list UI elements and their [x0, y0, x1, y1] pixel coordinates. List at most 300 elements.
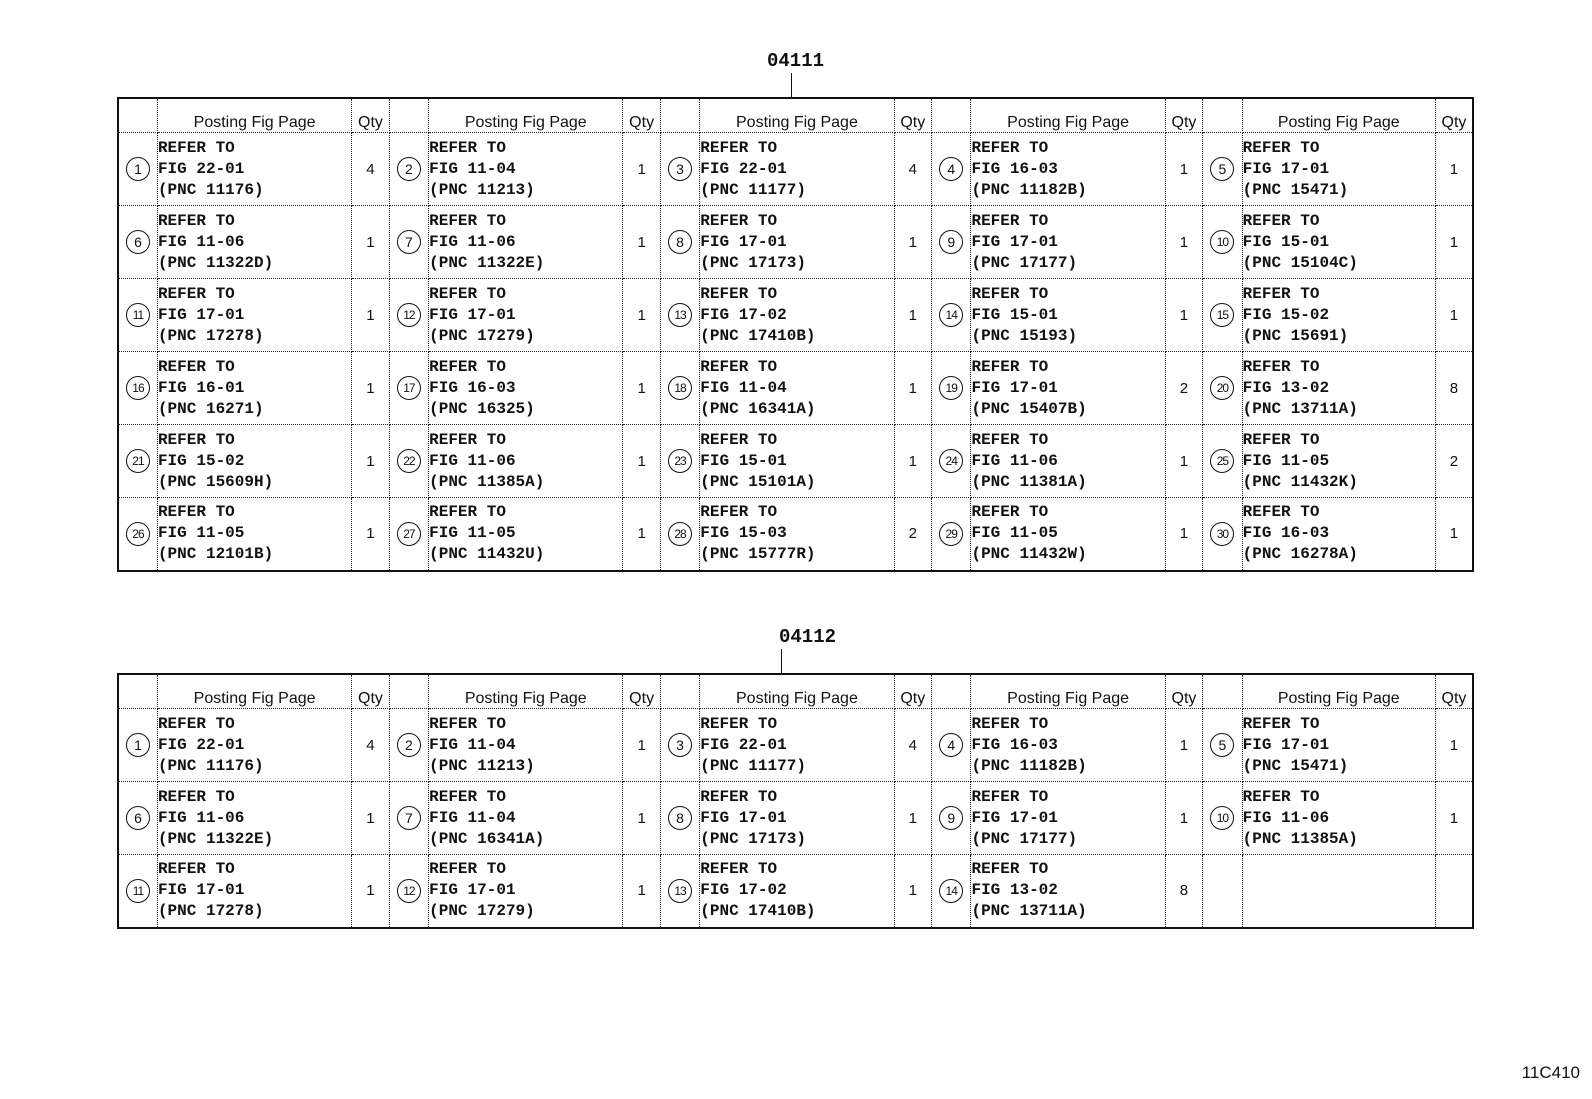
item-number-circle: 4 [939, 157, 963, 181]
refer-to-text: REFER TO [700, 714, 778, 733]
item-number-cell [118, 855, 157, 928]
fig-reference: FIG 15-02 [157, 451, 245, 470]
refer-to-text: REFER TO [157, 430, 235, 449]
table-row [118, 782, 1473, 855]
item-qty: 1 [352, 206, 389, 279]
item-qty: 1 [1435, 782, 1473, 855]
header-index-cell [118, 674, 157, 709]
fig-reference: FIG 15-01 [700, 451, 787, 470]
reference-cell [700, 206, 894, 279]
item-number-cell [1203, 498, 1242, 571]
fig-reference: FIG 22-01 [157, 159, 245, 178]
reference-cell [429, 352, 623, 425]
fig-reference: FIG 17-02 [700, 881, 787, 900]
reference-cell [429, 279, 623, 352]
table-row [118, 206, 1473, 279]
reference-cell [157, 782, 351, 855]
pnc-reference: (PNC 11213) [429, 756, 535, 775]
item-number-circle: 26 [126, 522, 150, 546]
item-number-circle: 12 [397, 879, 421, 903]
fig-reference: FIG 11-05 [971, 524, 1058, 543]
item-qty: 1 [623, 133, 660, 206]
item-number-circle: 1 [126, 733, 150, 757]
table-row [118, 352, 1473, 425]
item-qty: 1 [1165, 133, 1202, 206]
fig-reference: FIG 11-04 [429, 808, 516, 827]
pnc-reference: (PNC 11177) [700, 180, 806, 199]
reference-cell [700, 133, 894, 206]
fig-reference: FIG 15-03 [700, 524, 787, 543]
header-qty: Qty [352, 674, 389, 709]
refer-to-text: REFER TO [700, 284, 778, 303]
item-number-circle: 8 [668, 230, 692, 254]
item-number-circle: 13 [668, 879, 692, 903]
item-qty: 1 [894, 279, 931, 352]
fig-reference: FIG 11-05 [157, 524, 245, 543]
item-qty: 1 [1165, 782, 1202, 855]
item-qty: 1 [894, 855, 931, 928]
item-number-cell [660, 133, 699, 206]
refer-to-text: REFER TO [157, 138, 235, 157]
pnc-reference: (PNC 15777R) [700, 545, 816, 564]
table-header [118, 98, 1473, 133]
pnc-reference: (PNC 15193) [971, 326, 1078, 345]
item-number-circle: 11 [126, 879, 150, 903]
item-number-cell [389, 782, 428, 855]
table-row [118, 855, 1473, 928]
item-number-circle: 3 [668, 157, 692, 181]
header-index-cell [932, 98, 971, 133]
item-qty: 1 [352, 352, 389, 425]
item-number-cell [1203, 133, 1242, 206]
refer-to-text: REFER TO [429, 860, 506, 879]
item-number-circle: 19 [939, 376, 963, 400]
item-qty: 1 [623, 498, 660, 571]
pnc-reference: (PNC 11385A) [1242, 829, 1358, 848]
sheet-code: 11C410 [1521, 1063, 1580, 1082]
item-qty: 1 [894, 206, 931, 279]
item-number-cell [932, 709, 971, 782]
item-number-circle: 20 [1210, 376, 1234, 400]
refer-to-text: REFER TO [1242, 211, 1320, 230]
item-number-circle: 14 [939, 303, 963, 327]
fig-reference: FIG 11-06 [971, 451, 1058, 470]
refer-to-text: REFER TO [971, 430, 1049, 449]
item-number-cell [118, 425, 157, 498]
item-number-circle: 8 [668, 806, 692, 830]
reference-cell [1242, 425, 1435, 498]
header-posting-fig-page: Posting Fig Page [971, 674, 1165, 709]
header-posting-fig-page: Posting Fig Page [1242, 674, 1435, 709]
item-number-cell [389, 855, 428, 928]
pnc-reference: (PNC 17173) [700, 253, 806, 272]
item-number-cell [1203, 782, 1242, 855]
fig-reference: FIG 16-03 [971, 735, 1058, 754]
item-qty: 1 [1165, 279, 1202, 352]
reference-cell [700, 425, 894, 498]
item-number-circle: 2 [397, 733, 421, 757]
item-number-circle: 16 [126, 376, 150, 400]
pnc-reference: (PNC 13711A) [971, 902, 1087, 921]
reference-cell [157, 133, 351, 206]
fig-reference: FIG 11-06 [429, 232, 516, 251]
fig-reference: FIG 16-01 [157, 378, 245, 397]
table-body [118, 709, 1473, 928]
item-number-cell [389, 279, 428, 352]
item-number-cell [932, 206, 971, 279]
item-number-circle: 14 [939, 879, 963, 903]
pnc-reference: (PNC 11177) [700, 756, 806, 775]
refer-to-text: REFER TO [700, 357, 778, 376]
reference-cell [700, 782, 894, 855]
item-number-cell [932, 498, 971, 571]
item-number-circle: 6 [126, 806, 150, 830]
item-number-circle: 1 [126, 157, 150, 181]
item-number-cell [389, 206, 428, 279]
item-number-cell [118, 498, 157, 571]
item-number-circle: 22 [397, 449, 421, 473]
item-number-circle: 25 [1210, 449, 1234, 473]
item-number-circle: 23 [668, 449, 692, 473]
pnc-reference: (PNC 11322E) [157, 829, 274, 848]
pnc-reference: (PNC 17279) [429, 902, 535, 921]
item-qty: 4 [352, 133, 389, 206]
fig-reference: FIG 22-01 [700, 735, 787, 754]
item-number-cell [1203, 279, 1242, 352]
item-number-circle: 4 [939, 733, 963, 757]
item-number-circle: 9 [939, 806, 963, 830]
fig-reference: FIG 17-01 [1242, 735, 1330, 754]
item-qty: 4 [352, 709, 389, 782]
table-header [118, 674, 1473, 709]
fig-reference: FIG 17-01 [700, 232, 787, 251]
header-index-cell [118, 98, 157, 133]
reference-cell [1242, 133, 1435, 206]
fig-reference: FIG 17-01 [700, 808, 787, 827]
item-number-circle: 10 [1210, 230, 1234, 254]
header-index-cell [389, 98, 428, 133]
reference-cell [1242, 855, 1435, 928]
pnc-reference: (PNC 11432K) [1242, 472, 1358, 491]
pnc-reference: (PNC 17278) [157, 902, 264, 921]
table-row [118, 279, 1473, 352]
item-number-cell [1203, 709, 1242, 782]
fig-reference: FIG 13-02 [971, 881, 1058, 900]
header-index-cell [389, 674, 428, 709]
refer-to-text: REFER TO [157, 284, 235, 303]
item-number-circle: 18 [668, 376, 692, 400]
fig-reference: FIG 16-03 [971, 159, 1058, 178]
item-qty: 8 [1165, 855, 1202, 928]
refer-to-text: REFER TO [1242, 138, 1320, 157]
header-posting-fig-page: Posting Fig Page [157, 674, 351, 709]
header-posting-fig-page: Posting Fig Page [700, 674, 894, 709]
item-qty: 4 [894, 709, 931, 782]
fig-reference: FIG 15-02 [1242, 305, 1330, 324]
header-qty: Qty [894, 98, 931, 133]
item-number-circle: 15 [1210, 303, 1234, 327]
header-posting-fig-page: Posting Fig Page [429, 674, 623, 709]
header-index-cell [1203, 98, 1242, 133]
reference-cell [700, 855, 894, 928]
item-qty: 1 [623, 709, 660, 782]
item-qty: 4 [894, 133, 931, 206]
refer-to-text: REFER TO [1242, 430, 1320, 449]
reference-cell [971, 352, 1165, 425]
refer-to-text: REFER TO [700, 787, 778, 806]
reference-cell [971, 782, 1165, 855]
fig-reference: FIG 15-01 [1242, 232, 1330, 251]
reference-cell [429, 855, 623, 928]
pnc-reference: (PNC 15691) [1242, 326, 1349, 345]
pnc-reference: (PNC 11432W) [971, 545, 1087, 564]
item-number-circle: 2 [397, 157, 421, 181]
item-number-circle: 7 [397, 230, 421, 254]
reference-cell [429, 709, 623, 782]
refer-to-text: REFER TO [700, 430, 778, 449]
kit-table-04112 [117, 673, 1474, 929]
item-number-circle: 10 [1210, 806, 1234, 830]
item-number-circle: 27 [397, 522, 421, 546]
pnc-reference: (PNC 16341A) [700, 399, 816, 418]
pnc-reference: (PNC 16271) [157, 399, 264, 418]
reference-cell [1242, 206, 1435, 279]
item-number-circle: 7 [397, 806, 421, 830]
reference-cell [157, 206, 351, 279]
header-qty: Qty [894, 674, 931, 709]
fig-reference: FIG 22-01 [157, 735, 245, 754]
reference-cell [1242, 498, 1435, 571]
item-number-cell [118, 133, 157, 206]
reference-cell [1242, 352, 1435, 425]
item-number-cell [660, 782, 699, 855]
pnc-reference: (PNC 15471) [1242, 180, 1349, 199]
item-number-cell [932, 279, 971, 352]
refer-to-text: REFER TO [429, 138, 506, 157]
fig-reference: FIG 17-02 [700, 305, 787, 324]
header-qty: Qty [623, 98, 660, 133]
pnc-reference: (PNC 17173) [700, 829, 806, 848]
reference-cell [700, 709, 894, 782]
item-qty: 1 [352, 782, 389, 855]
item-qty: 1 [623, 425, 660, 498]
pnc-reference: (PNC 17410B) [700, 902, 816, 921]
header-index-cell [932, 674, 971, 709]
item-number-circle: 5 [1210, 157, 1234, 181]
item-number-cell [389, 709, 428, 782]
table-row [118, 133, 1473, 206]
item-number-cell [932, 425, 971, 498]
item-number-circle: 12 [397, 303, 421, 327]
item-number-circle: 21 [126, 449, 150, 473]
item-number-cell [1203, 206, 1242, 279]
pnc-reference: (PNC 11182B) [971, 180, 1087, 199]
header-qty: Qty [1165, 674, 1202, 709]
header-posting-fig-page: Posting Fig Page [700, 98, 894, 133]
item-number-cell [660, 855, 699, 928]
item-number-cell [389, 352, 428, 425]
reference-cell [700, 279, 894, 352]
fig-reference: FIG 16-03 [429, 378, 516, 397]
item-number-cell [118, 352, 157, 425]
pnc-reference: (PNC 11381A) [971, 472, 1087, 491]
reference-cell [429, 133, 623, 206]
refer-to-text: REFER TO [429, 787, 506, 806]
item-qty: 1 [1435, 133, 1473, 206]
item-qty: 1 [623, 782, 660, 855]
item-number-cell [932, 133, 971, 206]
item-qty: 1 [1165, 498, 1202, 571]
item-number-cell [660, 206, 699, 279]
item-qty: 1 [623, 352, 660, 425]
item-qty: 2 [894, 498, 931, 571]
refer-to-text: REFER TO [157, 357, 235, 376]
pnc-reference: (PNC 17278) [157, 326, 264, 345]
pnc-reference: (PNC 11182B) [971, 756, 1087, 775]
fig-reference: FIG 17-01 [1242, 159, 1330, 178]
pnc-reference: (PNC 15101A) [700, 472, 816, 491]
reference-cell [971, 425, 1165, 498]
refer-to-text: REFER TO [700, 138, 778, 157]
fig-reference: FIG 11-06 [1242, 808, 1330, 827]
kit-04111 [117, 50, 1474, 570]
item-qty: 1 [623, 279, 660, 352]
refer-to-text: REFER TO [429, 357, 506, 376]
item-qty: 1 [894, 782, 931, 855]
header-index-cell [660, 674, 699, 709]
reference-cell [429, 206, 623, 279]
item-qty: 1 [352, 425, 389, 498]
refer-to-text: REFER TO [1242, 714, 1320, 733]
refer-to-text: REFER TO [429, 714, 506, 733]
reference-cell [157, 855, 351, 928]
fig-reference: FIG 11-05 [1242, 451, 1330, 470]
reference-cell [429, 498, 623, 571]
item-number-circle: 13 [668, 303, 692, 327]
item-number-circle: 3 [668, 733, 692, 757]
fig-reference: FIG 11-06 [157, 232, 245, 251]
item-qty: 1 [1435, 279, 1473, 352]
refer-to-text: REFER TO [157, 860, 235, 879]
header-qty: Qty [1165, 98, 1202, 133]
kit-code-04112: 04112 [778, 626, 836, 648]
fig-reference: FIG 17-01 [971, 378, 1058, 397]
item-qty: 1 [1165, 206, 1202, 279]
item-number-circle: 24 [939, 449, 963, 473]
pnc-reference: (PNC 15407B) [971, 399, 1087, 418]
fig-reference: FIG 15-01 [971, 305, 1058, 324]
header-qty: Qty [1435, 674, 1473, 709]
refer-to-text: REFER TO [429, 430, 506, 449]
kit-04112 [117, 626, 1474, 936]
header-index-cell [1203, 674, 1242, 709]
fig-reference: FIG 11-04 [429, 159, 516, 178]
reference-cell [1242, 709, 1435, 782]
pnc-reference: (PNC 15104C) [1242, 253, 1358, 272]
kit-code-04111: 04111 [766, 50, 824, 72]
refer-to-text: REFER TO [157, 503, 235, 522]
reference-cell [971, 709, 1165, 782]
refer-to-text: REFER TO [971, 211, 1049, 230]
item-number-cell [660, 352, 699, 425]
item-number-cell [118, 206, 157, 279]
refer-to-text: REFER TO [700, 503, 778, 522]
pnc-reference: (PNC 16341A) [429, 829, 545, 848]
fig-reference: FIG 17-01 [157, 305, 245, 324]
item-number-circle: 9 [939, 230, 963, 254]
fig-reference: FIG 11-04 [700, 378, 787, 397]
table-row [118, 498, 1473, 571]
item-number-cell [1203, 352, 1242, 425]
header-qty: Qty [623, 674, 660, 709]
header-posting-fig-page: Posting Fig Page [429, 98, 623, 133]
reference-cell [700, 352, 894, 425]
pnc-reference: (PNC 12101B) [157, 545, 274, 564]
refer-to-text: REFER TO [971, 284, 1049, 303]
header-posting-fig-page: Posting Fig Page [157, 98, 351, 133]
item-qty: 1 [1435, 498, 1473, 571]
fig-reference: FIG 22-01 [700, 159, 787, 178]
item-number-circle: 17 [397, 376, 421, 400]
item-qty: 1 [1435, 709, 1473, 782]
refer-to-text: REFER TO [1242, 503, 1320, 522]
reference-cell [1242, 279, 1435, 352]
item-number-circle: 6 [126, 230, 150, 254]
fig-reference: FIG 11-06 [157, 808, 245, 827]
refer-to-text: REFER TO [971, 357, 1049, 376]
reference-cell [700, 498, 894, 571]
fig-reference: FIG 17-01 [971, 808, 1058, 827]
pnc-reference: (PNC 11213) [429, 180, 535, 199]
item-qty: 1 [352, 855, 389, 928]
reference-cell [157, 709, 351, 782]
item-qty: 1 [894, 352, 931, 425]
item-number-cell [118, 279, 157, 352]
refer-to-text: REFER TO [157, 714, 235, 733]
header-index-cell [660, 98, 699, 133]
reference-cell [429, 425, 623, 498]
kit-leader-line [791, 73, 792, 97]
reference-cell [971, 498, 1165, 571]
table-body [118, 133, 1473, 571]
pnc-reference: (PNC 17177) [971, 829, 1078, 848]
refer-to-text: REFER TO [429, 211, 506, 230]
item-number-circle: 11 [126, 303, 150, 327]
refer-to-text: REFER TO [971, 787, 1049, 806]
pnc-reference: (PNC 16325) [429, 399, 535, 418]
item-qty: 2 [1435, 425, 1473, 498]
item-number-cell [118, 709, 157, 782]
reference-cell [971, 855, 1165, 928]
reference-cell [971, 279, 1165, 352]
reference-cell [157, 498, 351, 571]
item-number-cell [389, 498, 428, 571]
item-number-cell [932, 855, 971, 928]
table-row [118, 425, 1473, 498]
pnc-reference: (PNC 17279) [429, 326, 535, 345]
item-qty: 2 [1165, 352, 1202, 425]
item-qty: 8 [1435, 352, 1473, 425]
header-qty: Qty [1435, 98, 1473, 133]
table-row [118, 709, 1473, 782]
pnc-reference: (PNC 16278A) [1242, 545, 1358, 564]
pnc-reference: (PNC 17410B) [700, 326, 816, 345]
refer-to-text: REFER TO [1242, 284, 1320, 303]
item-number-circle: 30 [1210, 522, 1234, 546]
reference-cell [971, 133, 1165, 206]
reference-cell [1242, 782, 1435, 855]
fig-reference: FIG 11-05 [429, 524, 516, 543]
